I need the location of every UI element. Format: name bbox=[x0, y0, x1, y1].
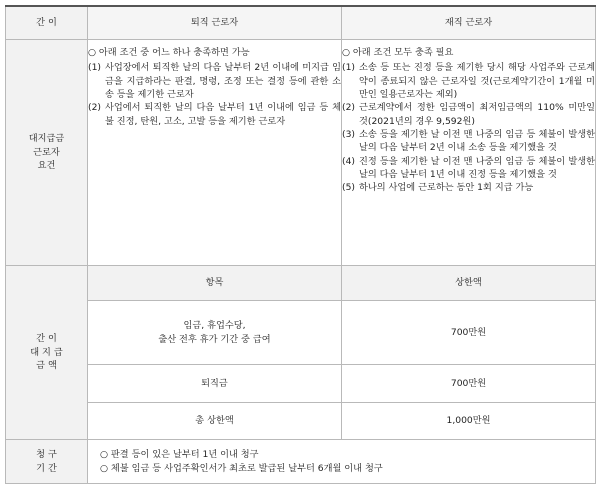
amounts-item-header-cell bbox=[88, 266, 342, 301]
claim-label: 청 구 기 간 bbox=[36, 449, 57, 474]
amounts-row bbox=[6, 301, 596, 365]
requirements-label-cell bbox=[6, 40, 88, 266]
claim-item-2: ○ 체불 임금 등 사업주확인서가 최초로 발급된 날부터 6개월 이내 청구 bbox=[100, 462, 383, 474]
amounts-header-row bbox=[6, 266, 596, 301]
employed-item-2 bbox=[342, 101, 595, 128]
employed-item-5-text: 하나의 사업에 근로하는 동안 1회 지급 가능 bbox=[359, 182, 534, 194]
header-category-cell bbox=[6, 6, 88, 40]
amounts-row-2-limit-cell bbox=[342, 365, 596, 403]
amounts-row-1-limit: 700만원 bbox=[450, 326, 487, 338]
header-employed-cell bbox=[342, 6, 596, 40]
amounts-row-3-item: 총 상한액 bbox=[195, 415, 234, 427]
employed-lead: ○ 아래 조건 모두 충족 필요 bbox=[342, 47, 454, 58]
employed-requirements-cell bbox=[342, 40, 596, 266]
amounts-row-1-item-cell bbox=[88, 301, 342, 365]
employed-item-5 bbox=[342, 181, 595, 194]
amounts-label-cell bbox=[6, 266, 88, 440]
header-category: 간 이 bbox=[36, 17, 57, 29]
amounts-row bbox=[6, 403, 596, 440]
retired-lead: ○ 아래 조건 중 어느 하나 충족하면 가능 bbox=[88, 47, 250, 58]
employed-item-2-num: (2) bbox=[342, 102, 356, 114]
amounts-limit-header-cell bbox=[342, 266, 596, 301]
amounts-item-header: 항목 bbox=[205, 277, 224, 289]
amounts-limit-header: 상한액 bbox=[455, 277, 482, 289]
header-employed: 재직 근로자 bbox=[444, 17, 493, 29]
amounts-row-1-limit-cell bbox=[342, 301, 596, 365]
amounts-row bbox=[6, 365, 596, 403]
amounts-row-2-item-cell bbox=[88, 365, 342, 403]
retired-requirements-cell bbox=[88, 40, 342, 266]
retired-item-1-text: 사업장에서 퇴직한 날의 다음 날부터 2년 이내에 미지급 임금을 지급하라는 판결, 명령, 조정 또는 결정 등에 관한 소송 등을 제기한 근로자 bbox=[105, 62, 341, 101]
amounts-row-2-item: 퇴직금 bbox=[201, 377, 228, 389]
employed-item-3-text: 소송 등을 제기한 날 이전 맨 나중의 임금 등 체불이 발생한 날의 다음 날부터 2년 이내 소송 등을 제기했을 것 bbox=[359, 129, 595, 154]
header-retired-cell bbox=[88, 6, 342, 40]
employed-item-3-num: (3) bbox=[342, 129, 356, 141]
wage-guarantee-table bbox=[5, 5, 596, 484]
employed-item-5-num: (5) bbox=[342, 182, 356, 194]
amounts-row-3-limit: 1,000만원 bbox=[446, 415, 491, 427]
retired-item-1-num: (1) bbox=[88, 62, 102, 74]
amounts-row-3-limit-cell bbox=[342, 403, 596, 440]
amounts-row-2-limit: 700만원 bbox=[450, 377, 487, 389]
header-retired: 퇴직 근로자 bbox=[190, 17, 239, 29]
amounts-row-1-item-line1: 임금, 휴업수당, bbox=[183, 320, 246, 332]
amounts-label: 간 이 대 지 급 금 액 bbox=[30, 333, 63, 372]
retired-item-2-num: (2) bbox=[88, 102, 102, 114]
employed-item-3 bbox=[342, 128, 595, 155]
employed-item-1 bbox=[342, 61, 595, 101]
employed-item-1-text: 소송 등 또는 진정 등을 제기한 당시 해당 사업주와 근로계약이 종료되지 않은 근로자일 것(근로계약기간이 1개월 미만인 일용근로자는 제외) bbox=[359, 62, 595, 101]
retired-item-1 bbox=[88, 61, 341, 101]
retired-item-2-text: 사업에서 퇴직한 날의 다음 날부터 1년 이내에 임금 등 체불 진정, 탄원, 고소, 고발 등을 제기한 근로자 bbox=[105, 102, 341, 127]
header-row bbox=[6, 6, 596, 40]
employed-item-1-num: (1) bbox=[342, 62, 356, 74]
employed-item-4 bbox=[342, 155, 595, 182]
employed-item-4-num: (4) bbox=[342, 155, 356, 167]
retired-item-2 bbox=[88, 101, 341, 128]
amounts-row-3-item-cell bbox=[88, 403, 342, 440]
requirements-label: 대지급금 근로자 요건 bbox=[28, 133, 65, 172]
employed-item-4-text: 진정 등을 제기한 날 이전 맨 나중의 임금 등 체불이 발생한 날의 다음 날부터 1년 이내 진정 등을 제기했을 것 bbox=[359, 155, 595, 181]
amounts-row-1-item-line2: 출산 전후 휴가 기간 중 급여 bbox=[158, 333, 271, 345]
employed-item-2-text: 근로계약에서 정한 임금액이 최저임금액의 110% 미만일 것(2021년의 경우 9,592원) bbox=[359, 102, 595, 127]
claim-item-1: ○ 판결 등이 있은 날부터 1년 이내 청구 bbox=[100, 449, 259, 461]
requirements-row bbox=[6, 40, 596, 266]
